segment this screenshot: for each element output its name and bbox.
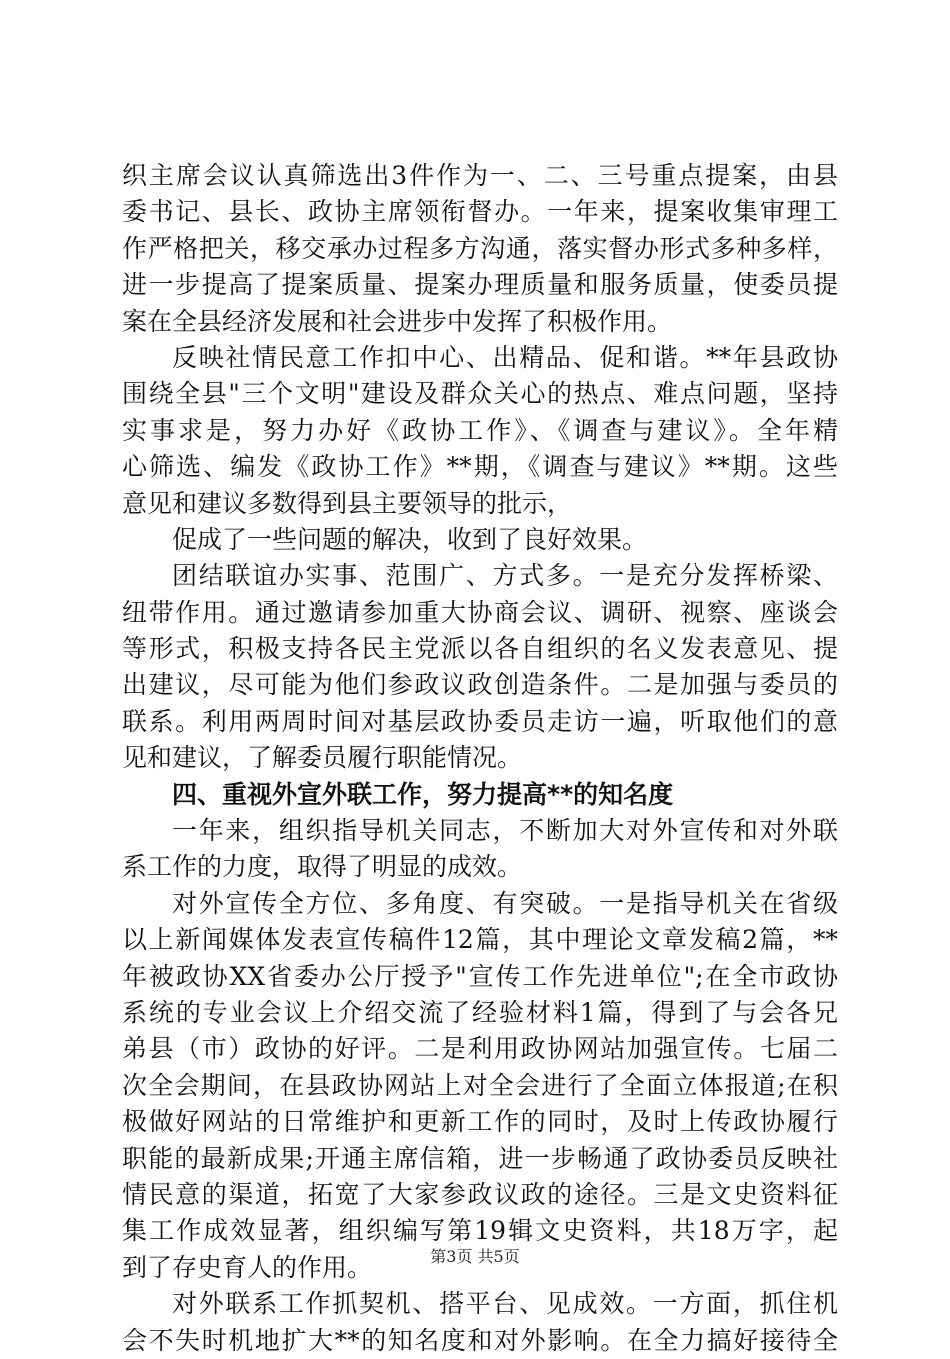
text-line: 对外宣传全方位、多角度、有突破。一是指导机关在省级 <box>172 888 838 918</box>
text-line: 案在全县经济发展和社会进步中发挥了积极作用。 <box>122 306 673 336</box>
text-line: 实事求是，努力办好《政协工作》、《调查与建议》。全年精 <box>122 415 838 445</box>
text-line: 年被政协XX省委办公厅授予"宣传工作先进单位";在全市政协 <box>122 961 838 991</box>
text-line: 系工作的力度，取得了明显的成效。 <box>122 852 523 882</box>
text-line: 织主席会议认真筛选出3件作为一、二、三号重点提案，由县 <box>122 161 838 190</box>
text-line: 进一步提高了提案质量、提案办理质量和服务质量，使委员提 <box>122 270 838 300</box>
text-line: 反映社情民意工作扣中心、出精品、促和谐。**年县政协 <box>172 342 838 372</box>
text-line: 弟县（市）政协的好评。二是利用政协网站加强宣传。七届二 <box>122 1034 838 1064</box>
page-number: 第3页 共5页 <box>430 1247 520 1266</box>
text-line: 纽带作用。通过邀请参加重大协商会议、调研、视察、座谈会 <box>122 597 838 627</box>
page-footer <box>0 1244 950 1267</box>
text-line: 联系。利用两周时间对基层政协委员走访一遍，听取他们的意 <box>122 706 838 736</box>
text-line: 一年来，组织指导机关同志，不断加大对外宣传和对外联 <box>172 816 838 846</box>
section-heading: 四、重视外宣外联工作，努力提高**的知名度 <box>172 779 674 809</box>
text-line: 围绕全县"三个文明"建设及群众关心的热点、难点问题，坚持 <box>122 379 838 409</box>
text-line: 作严格把关，移交承办过程多方沟通，落实督办形式多种多样， <box>122 233 838 263</box>
text-line: 委书记、县长、政协主席领衔督办。一年来，提案收集审理工 <box>122 197 838 227</box>
text-line: 出建议，尽可能为他们参政议政创造条件。二是加强与委员的 <box>122 670 838 700</box>
text-line: 意见和建议多数得到县主要领导的批示， <box>122 488 573 518</box>
text-line: 到了存史育人的作用。 <box>122 1252 373 1282</box>
text-line: 对外联系工作抓契机、搭平台、见成效。一方面，抓住机 <box>172 1289 838 1319</box>
text-line: 促成了一些问题的解决，收到了良好效果。 <box>172 524 648 554</box>
text-line: 团结联谊办实事、范围广、方式多。一是充分发挥桥梁、 <box>172 561 838 591</box>
text-line: 集工作成效显著，组织编写第19辑文史资料，共18万字，起 <box>122 1216 838 1246</box>
text-line: 情民意的渠道，拓宽了大家参政议政的途径。三是文史资料征 <box>122 1179 838 1209</box>
text-line: 等形式，积极支持各民主党派以各自组织的名义发表意见、提 <box>122 634 838 664</box>
document-body <box>122 158 838 1359</box>
text-line: 职能的最新成果;开通主席信箱，进一步畅通了政协委员反映社 <box>122 1143 838 1173</box>
text-line: 会不失时机地扩大**的知名度和对外影响。在全力搞好接待全 <box>122 1325 838 1355</box>
text-line: 极做好网站的日常维护和更新工作的同时，及时上传政协履行 <box>122 1107 838 1137</box>
text-line: 次全会期间，在县政协网站上对全会进行了全面立体报道;在积 <box>122 1070 838 1100</box>
text-line: 见和建议，了解委员履行职能情况。 <box>122 743 523 773</box>
text-line: 以上新闻媒体发表宣传稿件12篇，其中理论文章发稿2篇，** <box>122 925 838 955</box>
text-line: 心筛选、编发《政协工作》**期，《调查与建议》**期。这些 <box>122 452 838 482</box>
text-line: 系统的专业会议上介绍交流了经验材料1篇，得到了与会各兄 <box>122 997 838 1027</box>
